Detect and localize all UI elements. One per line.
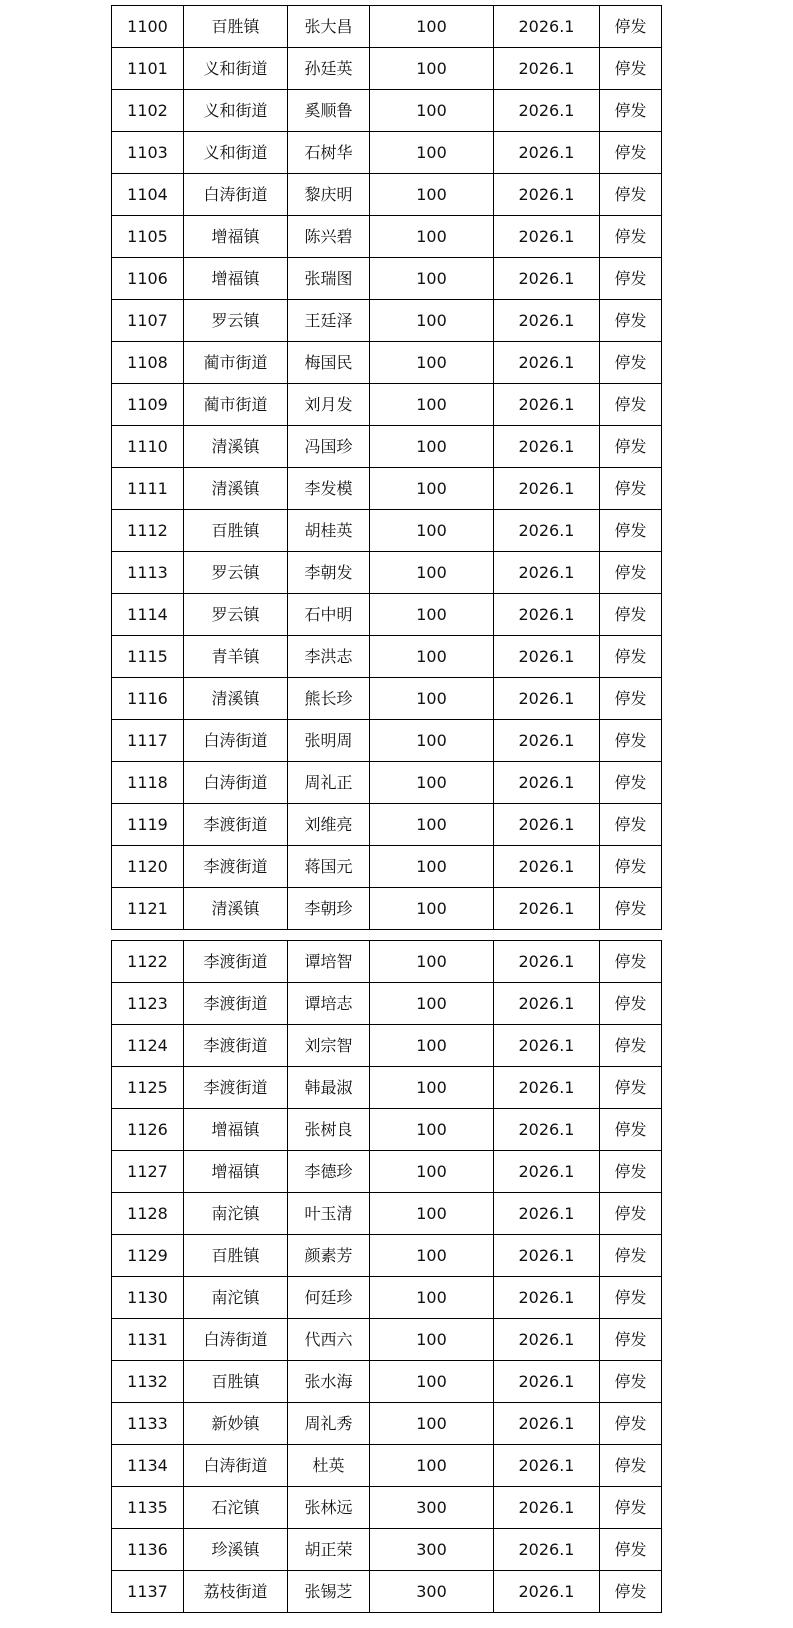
town-cell: 百胜镇 <box>184 6 288 48</box>
status-cell: 停发 <box>600 48 662 90</box>
name-cell: 张大昌 <box>288 6 370 48</box>
date-cell: 2026.1 <box>494 216 600 258</box>
town-cell: 罗云镇 <box>184 300 288 342</box>
date-cell: 2026.1 <box>494 678 600 720</box>
town-cell: 增福镇 <box>184 258 288 300</box>
amount-cell: 100 <box>370 6 494 48</box>
town-cell: 蔺市街道 <box>184 384 288 426</box>
name-cell: 张明周 <box>288 720 370 762</box>
status-cell: 停发 <box>600 1277 662 1319</box>
row-number-cell: 1137 <box>112 1571 184 1613</box>
table-row <box>112 1235 662 1277</box>
name-cell: 代西六 <box>288 1319 370 1361</box>
status-cell: 停发 <box>600 888 662 930</box>
town-cell: 白涛街道 <box>184 174 288 216</box>
table-row <box>112 983 662 1025</box>
name-cell: 李洪志 <box>288 636 370 678</box>
date-cell: 2026.1 <box>494 510 600 552</box>
table-row <box>112 174 662 216</box>
status-cell: 停发 <box>600 1025 662 1067</box>
amount-cell: 100 <box>370 174 494 216</box>
town-cell: 李渡街道 <box>184 1067 288 1109</box>
town-cell: 百胜镇 <box>184 1235 288 1277</box>
table-row <box>112 888 662 930</box>
name-cell: 李德珍 <box>288 1151 370 1193</box>
name-cell: 李朝发 <box>288 552 370 594</box>
date-cell: 2026.1 <box>494 1109 600 1151</box>
table-row <box>112 594 662 636</box>
town-cell: 新妙镇 <box>184 1403 288 1445</box>
name-cell: 刘维亮 <box>288 804 370 846</box>
name-cell: 黎庆明 <box>288 174 370 216</box>
table-row <box>112 1445 662 1487</box>
town-cell: 义和街道 <box>184 132 288 174</box>
date-cell: 2026.1 <box>494 1529 600 1571</box>
table-row <box>112 384 662 426</box>
row-number-cell: 1114 <box>112 594 184 636</box>
data-table-lower <box>111 940 662 1613</box>
amount-cell: 100 <box>370 804 494 846</box>
row-number-cell: 1135 <box>112 1487 184 1529</box>
name-cell: 石中明 <box>288 594 370 636</box>
date-cell: 2026.1 <box>494 594 600 636</box>
town-cell: 白涛街道 <box>184 1319 288 1361</box>
amount-cell: 100 <box>370 1403 494 1445</box>
status-cell: 停发 <box>600 174 662 216</box>
status-cell: 停发 <box>600 762 662 804</box>
name-cell: 奚顺鲁 <box>288 90 370 132</box>
town-cell: 石沱镇 <box>184 1487 288 1529</box>
row-number-cell: 1104 <box>112 174 184 216</box>
date-cell: 2026.1 <box>494 762 600 804</box>
town-cell: 义和街道 <box>184 90 288 132</box>
status-cell: 停发 <box>600 384 662 426</box>
row-number-cell: 1109 <box>112 384 184 426</box>
amount-cell: 100 <box>370 1445 494 1487</box>
row-number-cell: 1134 <box>112 1445 184 1487</box>
amount-cell: 100 <box>370 1151 494 1193</box>
date-cell: 2026.1 <box>494 1067 600 1109</box>
status-cell: 停发 <box>600 1067 662 1109</box>
town-cell: 珍溪镇 <box>184 1529 288 1571</box>
row-number-cell: 1129 <box>112 1235 184 1277</box>
row-number-cell: 1132 <box>112 1361 184 1403</box>
row-number-cell: 1128 <box>112 1193 184 1235</box>
status-cell: 停发 <box>600 941 662 983</box>
amount-cell: 100 <box>370 983 494 1025</box>
data-table-upper <box>111 5 662 930</box>
table-row <box>112 468 662 510</box>
row-number-cell: 1126 <box>112 1109 184 1151</box>
date-cell: 2026.1 <box>494 1277 600 1319</box>
name-cell: 王廷泽 <box>288 300 370 342</box>
row-number-cell: 1102 <box>112 90 184 132</box>
amount-cell: 100 <box>370 510 494 552</box>
row-number-cell: 1105 <box>112 216 184 258</box>
table-row <box>112 1403 662 1445</box>
table-row <box>112 300 662 342</box>
name-cell: 石树华 <box>288 132 370 174</box>
table-row <box>112 1277 662 1319</box>
table-row <box>112 552 662 594</box>
status-cell: 停发 <box>600 6 662 48</box>
row-number-cell: 1133 <box>112 1403 184 1445</box>
date-cell: 2026.1 <box>494 846 600 888</box>
table-row <box>112 1487 662 1529</box>
table-row <box>112 1151 662 1193</box>
amount-cell: 100 <box>370 1067 494 1109</box>
date-cell: 2026.1 <box>494 941 600 983</box>
town-cell: 青羊镇 <box>184 636 288 678</box>
town-cell: 清溪镇 <box>184 468 288 510</box>
town-cell: 白涛街道 <box>184 762 288 804</box>
date-cell: 2026.1 <box>494 342 600 384</box>
row-number-cell: 1117 <box>112 720 184 762</box>
table-row <box>112 1529 662 1571</box>
date-cell: 2026.1 <box>494 426 600 468</box>
status-cell: 停发 <box>600 1361 662 1403</box>
date-cell: 2026.1 <box>494 888 600 930</box>
date-cell: 2026.1 <box>494 1487 600 1529</box>
status-cell: 停发 <box>600 300 662 342</box>
status-cell: 停发 <box>600 1193 662 1235</box>
town-cell: 清溪镇 <box>184 888 288 930</box>
name-cell: 韩最淑 <box>288 1067 370 1109</box>
amount-cell: 100 <box>370 1277 494 1319</box>
town-cell: 李渡街道 <box>184 846 288 888</box>
row-number-cell: 1101 <box>112 48 184 90</box>
status-cell: 停发 <box>600 594 662 636</box>
name-cell: 冯国珍 <box>288 426 370 468</box>
status-cell: 停发 <box>600 552 662 594</box>
amount-cell: 100 <box>370 1193 494 1235</box>
table-row <box>112 846 662 888</box>
date-cell: 2026.1 <box>494 1361 600 1403</box>
amount-cell: 100 <box>370 132 494 174</box>
date-cell: 2026.1 <box>494 552 600 594</box>
date-cell: 2026.1 <box>494 1193 600 1235</box>
row-number-cell: 1106 <box>112 258 184 300</box>
status-cell: 停发 <box>600 90 662 132</box>
status-cell: 停发 <box>600 1445 662 1487</box>
date-cell: 2026.1 <box>494 132 600 174</box>
name-cell: 张林远 <box>288 1487 370 1529</box>
status-cell: 停发 <box>600 216 662 258</box>
town-cell: 李渡街道 <box>184 1025 288 1067</box>
amount-cell: 100 <box>370 846 494 888</box>
amount-cell: 100 <box>370 1109 494 1151</box>
amount-cell: 100 <box>370 258 494 300</box>
name-cell: 何廷珍 <box>288 1277 370 1319</box>
amount-cell: 100 <box>370 678 494 720</box>
row-number-cell: 1113 <box>112 552 184 594</box>
table-row <box>112 342 662 384</box>
name-cell: 孙廷英 <box>288 48 370 90</box>
name-cell: 张水海 <box>288 1361 370 1403</box>
table-row <box>112 510 662 552</box>
row-number-cell: 1103 <box>112 132 184 174</box>
status-cell: 停发 <box>600 1109 662 1151</box>
town-cell: 增福镇 <box>184 1109 288 1151</box>
row-number-cell: 1122 <box>112 941 184 983</box>
table-row <box>112 90 662 132</box>
amount-cell: 300 <box>370 1487 494 1529</box>
amount-cell: 100 <box>370 1025 494 1067</box>
town-cell: 南沱镇 <box>184 1277 288 1319</box>
row-number-cell: 1112 <box>112 510 184 552</box>
status-cell: 停发 <box>600 1151 662 1193</box>
date-cell: 2026.1 <box>494 636 600 678</box>
date-cell: 2026.1 <box>494 300 600 342</box>
row-number-cell: 1130 <box>112 1277 184 1319</box>
amount-cell: 100 <box>370 426 494 468</box>
date-cell: 2026.1 <box>494 1235 600 1277</box>
amount-cell: 100 <box>370 384 494 426</box>
table-row <box>112 678 662 720</box>
row-number-cell: 1124 <box>112 1025 184 1067</box>
table-row <box>112 720 662 762</box>
date-cell: 2026.1 <box>494 384 600 426</box>
date-cell: 2026.1 <box>494 1025 600 1067</box>
table-row <box>112 1571 662 1613</box>
town-cell: 增福镇 <box>184 216 288 258</box>
date-cell: 2026.1 <box>494 174 600 216</box>
date-cell: 2026.1 <box>494 720 600 762</box>
status-cell: 停发 <box>600 342 662 384</box>
table-row <box>112 762 662 804</box>
name-cell: 周礼秀 <box>288 1403 370 1445</box>
amount-cell: 100 <box>370 342 494 384</box>
name-cell: 颜素芳 <box>288 1235 370 1277</box>
status-cell: 停发 <box>600 1235 662 1277</box>
status-cell: 停发 <box>600 1487 662 1529</box>
name-cell: 蒋国元 <box>288 846 370 888</box>
date-cell: 2026.1 <box>494 468 600 510</box>
row-number-cell: 1123 <box>112 983 184 1025</box>
town-cell: 李渡街道 <box>184 804 288 846</box>
table-row <box>112 804 662 846</box>
amount-cell: 100 <box>370 48 494 90</box>
amount-cell: 100 <box>370 636 494 678</box>
name-cell: 熊长珍 <box>288 678 370 720</box>
status-cell: 停发 <box>600 468 662 510</box>
status-cell: 停发 <box>600 132 662 174</box>
table-row <box>112 426 662 468</box>
name-cell: 谭培智 <box>288 941 370 983</box>
amount-cell: 100 <box>370 300 494 342</box>
table-body-upper <box>112 6 662 930</box>
status-cell: 停发 <box>600 1403 662 1445</box>
town-cell: 增福镇 <box>184 1151 288 1193</box>
town-cell: 白涛街道 <box>184 720 288 762</box>
amount-cell: 100 <box>370 1235 494 1277</box>
row-number-cell: 1118 <box>112 762 184 804</box>
row-number-cell: 1115 <box>112 636 184 678</box>
name-cell: 周礼正 <box>288 762 370 804</box>
row-number-cell: 1116 <box>112 678 184 720</box>
date-cell: 2026.1 <box>494 258 600 300</box>
row-number-cell: 1100 <box>112 6 184 48</box>
table-row <box>112 941 662 983</box>
date-cell: 2026.1 <box>494 983 600 1025</box>
table-body-lower <box>112 941 662 1613</box>
town-cell: 李渡街道 <box>184 941 288 983</box>
row-number-cell: 1125 <box>112 1067 184 1109</box>
row-number-cell: 1111 <box>112 468 184 510</box>
status-cell: 停发 <box>600 1529 662 1571</box>
name-cell: 张瑞图 <box>288 258 370 300</box>
amount-cell: 300 <box>370 1529 494 1571</box>
status-cell: 停发 <box>600 258 662 300</box>
name-cell: 胡桂英 <box>288 510 370 552</box>
row-number-cell: 1107 <box>112 300 184 342</box>
date-cell: 2026.1 <box>494 48 600 90</box>
table-row <box>112 6 662 48</box>
amount-cell: 100 <box>370 941 494 983</box>
table-row <box>112 636 662 678</box>
table-row <box>112 1193 662 1235</box>
town-cell: 清溪镇 <box>184 678 288 720</box>
name-cell: 李朝珍 <box>288 888 370 930</box>
town-cell: 白涛街道 <box>184 1445 288 1487</box>
status-cell: 停发 <box>600 1571 662 1613</box>
date-cell: 2026.1 <box>494 6 600 48</box>
date-cell: 2026.1 <box>494 1319 600 1361</box>
status-cell: 停发 <box>600 720 662 762</box>
town-cell: 蔺市街道 <box>184 342 288 384</box>
date-cell: 2026.1 <box>494 90 600 132</box>
row-number-cell: 1119 <box>112 804 184 846</box>
date-cell: 2026.1 <box>494 1403 600 1445</box>
amount-cell: 100 <box>370 90 494 132</box>
town-cell: 南沱镇 <box>184 1193 288 1235</box>
status-cell: 停发 <box>600 510 662 552</box>
row-number-cell: 1127 <box>112 1151 184 1193</box>
name-cell: 李发模 <box>288 468 370 510</box>
table-row <box>112 48 662 90</box>
date-cell: 2026.1 <box>494 804 600 846</box>
name-cell: 杜英 <box>288 1445 370 1487</box>
date-cell: 2026.1 <box>494 1151 600 1193</box>
status-cell: 停发 <box>600 804 662 846</box>
table-row <box>112 1067 662 1109</box>
table-row <box>112 1109 662 1151</box>
name-cell: 胡正荣 <box>288 1529 370 1571</box>
status-cell: 停发 <box>600 636 662 678</box>
row-number-cell: 1120 <box>112 846 184 888</box>
town-cell: 清溪镇 <box>184 426 288 468</box>
amount-cell: 300 <box>370 1571 494 1613</box>
row-number-cell: 1121 <box>112 888 184 930</box>
amount-cell: 100 <box>370 762 494 804</box>
town-cell: 百胜镇 <box>184 1361 288 1403</box>
amount-cell: 100 <box>370 216 494 258</box>
name-cell: 谭培志 <box>288 983 370 1025</box>
row-number-cell: 1110 <box>112 426 184 468</box>
town-cell: 荔枝街道 <box>184 1571 288 1613</box>
status-cell: 停发 <box>600 426 662 468</box>
status-cell: 停发 <box>600 983 662 1025</box>
town-cell: 李渡街道 <box>184 983 288 1025</box>
amount-cell: 100 <box>370 720 494 762</box>
town-cell: 罗云镇 <box>184 594 288 636</box>
amount-cell: 100 <box>370 1319 494 1361</box>
row-number-cell: 1108 <box>112 342 184 384</box>
date-cell: 2026.1 <box>494 1571 600 1613</box>
table-row <box>112 1361 662 1403</box>
name-cell: 叶玉清 <box>288 1193 370 1235</box>
amount-cell: 100 <box>370 594 494 636</box>
name-cell: 张锡芝 <box>288 1571 370 1613</box>
amount-cell: 100 <box>370 1361 494 1403</box>
table-row <box>112 132 662 174</box>
name-cell: 张树良 <box>288 1109 370 1151</box>
row-number-cell: 1136 <box>112 1529 184 1571</box>
amount-cell: 100 <box>370 468 494 510</box>
table-row <box>112 258 662 300</box>
name-cell: 陈兴碧 <box>288 216 370 258</box>
status-cell: 停发 <box>600 1319 662 1361</box>
table-row <box>112 1319 662 1361</box>
amount-cell: 100 <box>370 552 494 594</box>
date-cell: 2026.1 <box>494 1445 600 1487</box>
row-number-cell: 1131 <box>112 1319 184 1361</box>
table-row <box>112 216 662 258</box>
name-cell: 梅国民 <box>288 342 370 384</box>
table-row <box>112 1025 662 1067</box>
town-cell: 罗云镇 <box>184 552 288 594</box>
name-cell: 刘宗智 <box>288 1025 370 1067</box>
name-cell: 刘月发 <box>288 384 370 426</box>
status-cell: 停发 <box>600 678 662 720</box>
amount-cell: 100 <box>370 888 494 930</box>
town-cell: 百胜镇 <box>184 510 288 552</box>
status-cell: 停发 <box>600 846 662 888</box>
town-cell: 义和街道 <box>184 48 288 90</box>
